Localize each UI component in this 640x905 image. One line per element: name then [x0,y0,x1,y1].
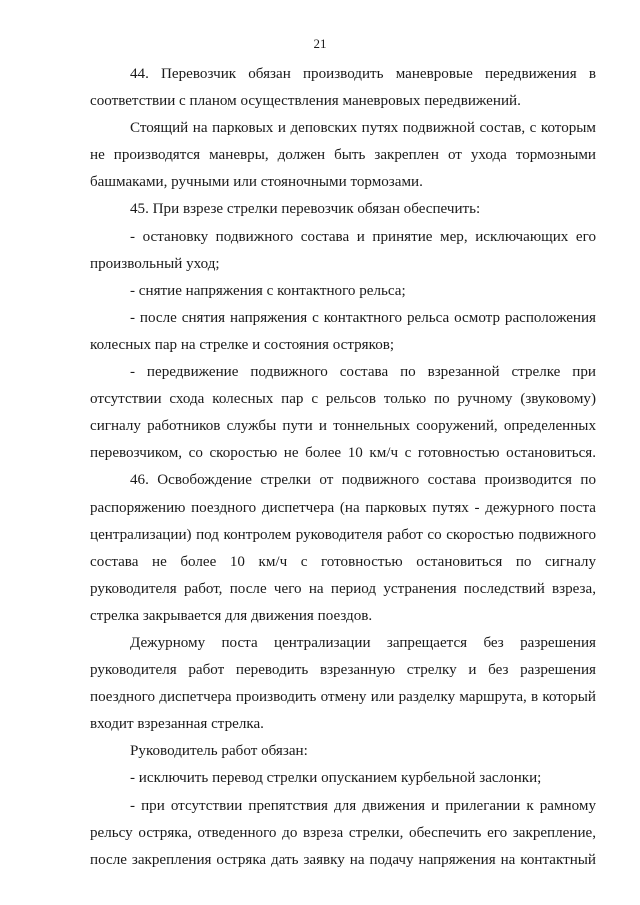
list-item-movement: - передвижение подвижного состава по взрезанной стрелке при отсутствии схода колесных пар с рельсов только по ручному (звуковому) сигналу работников службы пути и тоннельных сооружений, определенных перевозчиком, со скоростью не более 10 км/ч с готовностью остановиться. [90,364,596,462]
paragraph-44: 44. Перевозчик обязан производить маневровые передвижения в соответствии с планом осуществления маневровых передвижений. [90,66,596,110]
list-item-voltage-removal: - снятие напряжения с контактного рельса; [130,282,406,299]
page-number: 21 [313,36,327,51]
document-body [90,61,596,874]
paragraph-46: 46. Освобождение стрелки от подвижного состава производится по распоряжению поездного диспетчера (на парковых путях - дежурного поста централизации) под контролем руководителя работ со скоростью подвижного состава не более 10 км/ч с готовностью остановиться по сигналу руководителя работ, после чего на период устранения последствий взреза, стрелка закрывается для движения поездов. [90,472,596,624]
list-item-no-obstacle: - при отсутствии препятствия для движения и прилегании к рамному рельсу остряка, отведенного до взреза стрелки, обеспечить его закрепление, после закрепления остряка дать заявку на подачу напряжения на контактный [90,797,596,868]
list-item-inspection: - после снятия напряжения с контактного рельса осмотр расположения колесных пар на стрелке и состояния остряков; [90,309,596,353]
paragraph-centralization-duty: Дежурному поста централизации запрещается без разрешения руководителя работ переводить взрезанную стрелку и без разрешения поездного диспетчера производить отмену или разделку маршрута, в который входит взрезанная стрелка. [90,634,596,733]
paragraph-45: 45. При взрезе стрелки перевозчик обязан обеспечить: [130,201,481,218]
paragraph-parked-rolling-stock: Стоящий на парковых и деповских путях подвижной состав, с которым не производятся маневры, должен быть закреплен от ухода тормозными башмаками, ручными или стояночными тормозами. [90,120,596,191]
list-item-exclude-switching: - исключить перевод стрелки опусканием курбельной заслонки; [130,770,542,787]
paragraph-work-supervisor: Руководитель работ обязан: [130,743,308,760]
list-item-stop-rolling-stock: - остановку подвижного состава и принятие мер, исключающих его произвольный уход; [90,228,596,272]
